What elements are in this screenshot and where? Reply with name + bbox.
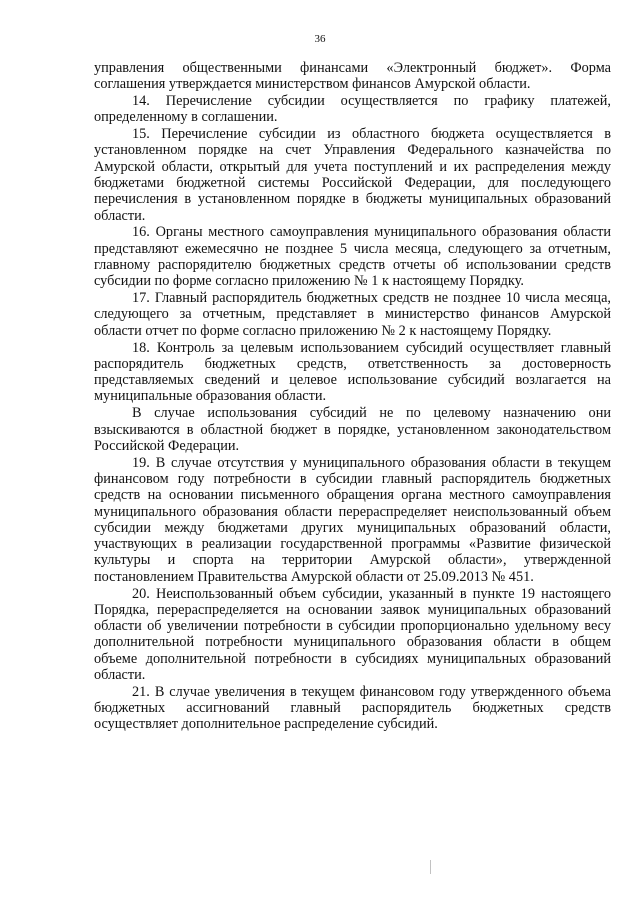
paragraph-18: 18. Контроль за целевым использованием субсидий осуществляет главный распорядитель бюджетных средств, ответственность за достоверность представляемых сведений и целевое использование субсидий возлагается на муниципальные образования области. [94,339,611,405]
paragraph-15: 15. Перечисление субсидии из областного бюджета осуществляется в установленном порядке на счет Управления Федерального казначейства по Амурской области, открытый для учета поступлений и их распределения между бюджетами бюджетной системы Российской Федерации, для последующего перечисления в установленном порядке в бюджеты муниципальных образований области. [94,126,611,224]
paragraph-21: 21. В случае увеличения в текущем финансовом году утвержденного объема бюджетных ассигнований главный распорядитель бюджетных средств осуществляет дополнительное распределение субсидий. [94,683,611,733]
paragraph-20: 20. Неиспользованный объем субсидии, указанный в пункте 19 настоящего Порядка, перераспределяется на основании заявок муниципальных образований области об увеличении потребности в субсидии пропорционально удельному весу дополнительной потребности муниципального образования области в общем объеме дополнительной потребности в субсидиях муниципальных образований области. [94,585,611,683]
scan-mark [430,860,431,874]
paragraph-18-misuse: В случае использования субсидий не по целевому назначению они взыскиваются в областной бюджет в порядке, установленном законодательством Российской Федерации. [94,405,611,454]
paragraph-continuation: управления общественными финансами «Электронный бюджет». Форма соглашения утверждается министерством финансов Амурской области. [94,60,611,93]
paragraph-14: 14. Перечисление субсидии осуществляется по графику платежей, определенному в соглашении. [94,93,611,126]
paragraph-19: 19. В случае отсутствия у муниципального образования области в текущем финансовом году потребности в субсидии главный распорядитель бюджетных средств на основании письменного обращения органа местного самоуправления муниципального образования области перераспределяет неиспользованный объем субсидии между бюджетами других муниципальных образований области, участвующих в реализации государственной программы «Развитие физической культуры и спорта на территории Амурской области», утвержденной постановлением Правительства Амурской области от 25.09.2013 № 451. [94,454,611,585]
paragraph-17: 17. Главный распорядитель бюджетных средств не позднее 10 числа месяца, следующего за отчетным, представляет в министерство финансов Амурской области отчет по форме согласно приложению № 2 к настоящему Порядку. [94,290,611,339]
document-body [94,60,611,733]
paragraph-16: 16. Органы местного самоуправления муниципального образования области представляют ежемесячно не позднее 5 числа месяца, следующего за отчетным, главному распорядителю бюджетных средств отчеты об использовании средств субсидии по форме согласно приложению № 1 к настоящему Порядку. [94,224,611,290]
page-number: 36 [314,33,326,45]
